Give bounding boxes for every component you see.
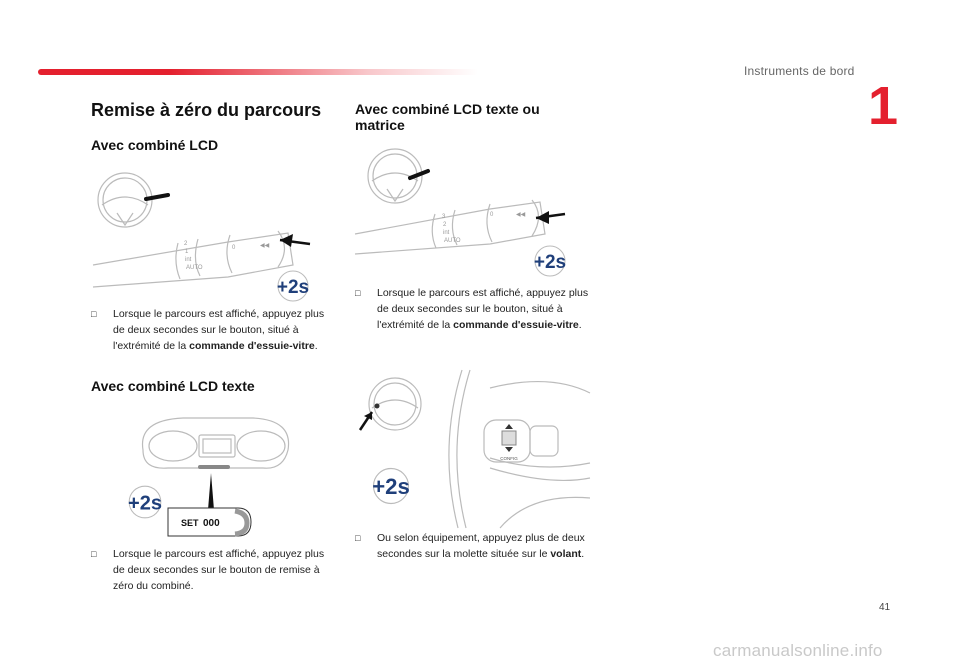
two-second-badge-wheel	[370, 465, 412, 507]
svg-text:AUTO: AUTO	[186, 265, 203, 271]
svg-text:◀◀: ◀◀	[260, 243, 270, 249]
bullet-square-icon: □	[91, 309, 97, 319]
section-title: Instruments de bord	[744, 64, 855, 78]
badge-text-lcd: +2s	[276, 277, 310, 298]
svg-text:1: 1	[185, 249, 189, 255]
set-label: SET	[181, 518, 199, 528]
svg-text:int: int	[443, 230, 450, 236]
watermark: carmanualsonline.info	[713, 641, 883, 660]
two-second-badge-matrix	[532, 243, 568, 279]
svg-text:2: 2	[443, 222, 447, 228]
svg-text:0: 0	[232, 245, 236, 251]
instruction-lcd-texte: □ Lorsque le parcours est affiché, appuyez plus de deux secondes sur le bouton de remise à zéro du combiné.	[91, 548, 325, 592]
heading-lcd: Avec combiné LCD	[91, 137, 219, 153]
instruction-wheel: □ Ou selon équipement, appuyez plus de deux secondes sur la molette située sur le volant.	[355, 532, 585, 560]
chapter-number: 1	[868, 76, 899, 136]
two-second-badge-lcd-texte	[126, 483, 164, 521]
config-label: CONFIG	[500, 456, 518, 461]
steering-wheel-illustration	[350, 368, 595, 533]
svg-text:3: 3	[442, 214, 446, 220]
bullet-square-icon: □	[91, 549, 97, 559]
bullet-square-icon: □	[355, 288, 361, 298]
badge-text-lcd-texte: +2s	[127, 492, 163, 515]
set-value: 000	[203, 518, 220, 529]
svg-text:int: int	[185, 257, 192, 263]
badge-text-matrix: +2s	[533, 252, 567, 273]
svg-text:AUTO: AUTO	[444, 238, 461, 244]
header-accent-bar	[38, 69, 478, 75]
heading-lcd-texte: Avec combiné LCD texte	[91, 378, 255, 394]
svg-text:◀◀: ◀◀	[516, 212, 526, 218]
svg-text:2: 2	[184, 241, 188, 247]
page-title: Remise à zéro du parcours	[91, 100, 322, 120]
instruction-lcd: □ Lorsque le parcours est affiché, appuyez plus de deux secondes sur le bouton, situé à l'extrémité de la commande d'essuie-vitre.	[91, 308, 325, 352]
instruction-matrix: □ Lorsque le parcours est affiché, appuyez plus de deux secondes sur le bouton, situé à l'extrémité de la commande d'essuie-vitre.	[355, 287, 589, 331]
svg-text:0: 0	[490, 212, 494, 218]
instrument-cluster-illustration	[123, 410, 308, 545]
page-number: 41	[879, 602, 891, 613]
two-second-badge-lcd	[275, 268, 311, 304]
bullet-square-icon: □	[355, 533, 361, 543]
heading-lcd-matrice: Avec combiné LCD texte ou matrice	[355, 101, 540, 133]
badge-text-wheel: +2s	[372, 474, 410, 500]
